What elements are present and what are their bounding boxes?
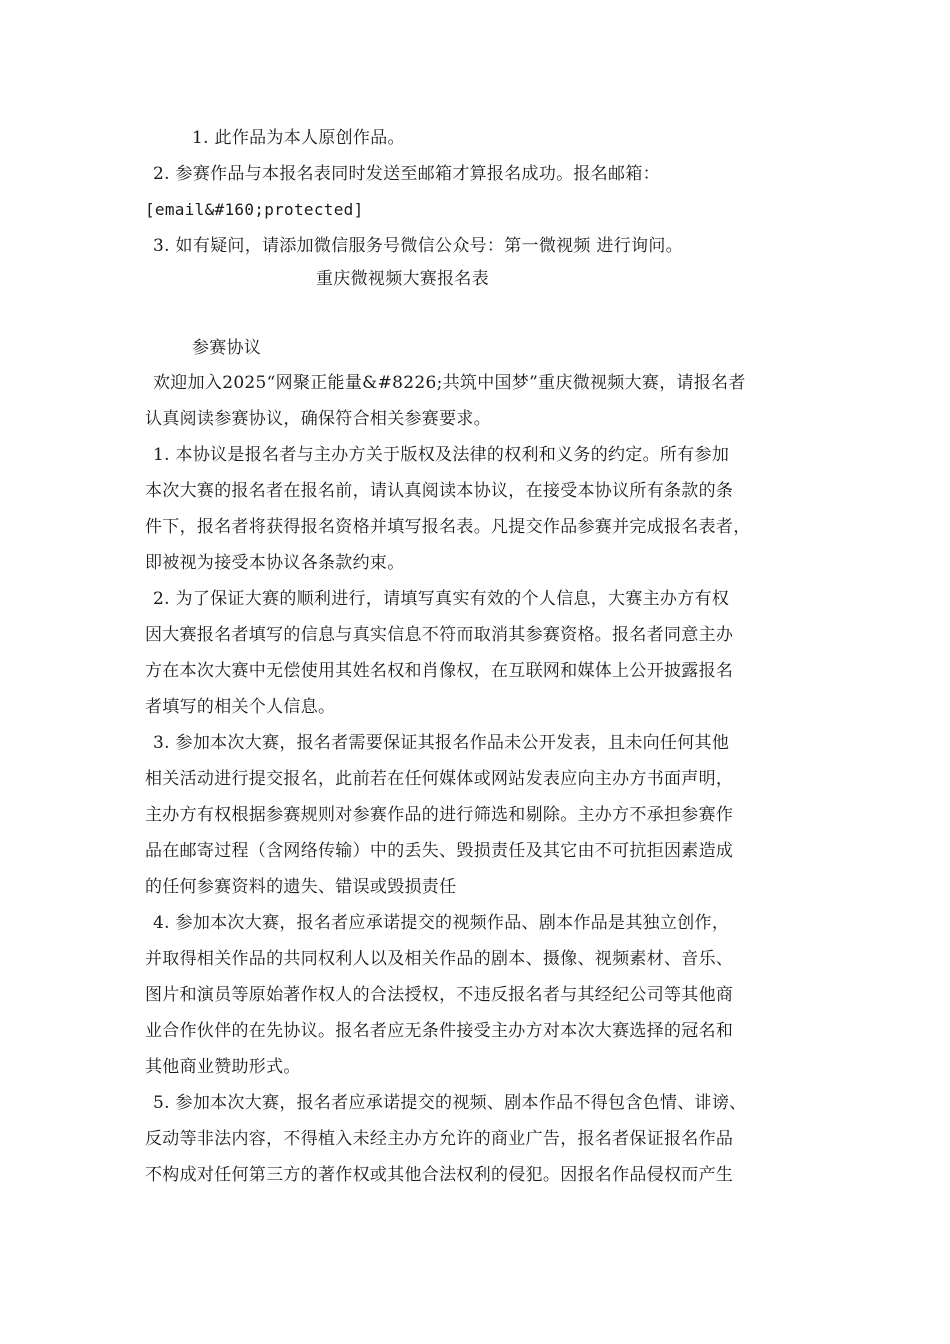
- body-line: 相关活动进行提交报名，此前若在任何媒体或网站发表应向主办方书面声明，: [145, 769, 734, 789]
- body-line: 其他商业赞助形式。: [145, 1057, 301, 1077]
- body-line: 3. 参加本次大赛，报名者需要保证其报名作品未公开发表，且未向任何其他: [153, 733, 730, 753]
- body-line: 1. 本协议是报名者与主办方关于版权及法律的权利和义务的约定。所有参加: [153, 445, 730, 465]
- note-line-3: 3. 如有疑问，请添加微信服务号微信公众号：第一微视频 进行询问。: [153, 236, 683, 256]
- note-line-2: 2. 参赛作品与本报名表同时发送至邮箱才算报名成功。报名邮箱：: [153, 164, 660, 184]
- body-line: 件下，报名者将获得报名资格并填写报名表。凡提交作品参赛并完成报名表者，: [145, 517, 751, 537]
- body-line: 的任何参赛资料的遗失、错误或毁损责任: [145, 877, 457, 897]
- form-title: 重庆微视频大赛报名表: [316, 269, 489, 289]
- body-line: 图片和演员等原始著作权人的合法授权，不违反报名者与其经纪公司等其他商: [145, 985, 734, 1005]
- body-line: 5. 参加本次大赛，报名者应承诺提交的视频、剧本作品不得包含色情、诽谤、: [153, 1093, 747, 1113]
- email-link[interactable]: [email&#160;protected]: [145, 200, 364, 219]
- body-line: 欢迎加入2025“网聚正能量&#8226;共筑中国梦”重庆微视频大赛，请报名者: [153, 373, 746, 393]
- body-line: 不构成对任何第三方的著作权或其他合法权利的侵犯。因报名作品侵权而产生: [145, 1165, 734, 1185]
- body-line: 者填写的相关个人信息。: [145, 697, 336, 717]
- body-line: 4. 参加本次大赛，报名者应承诺提交的视频作品、剧本作品是其独立创作，: [153, 913, 730, 933]
- body-line: 本次大赛的报名者在报名前，请认真阅读本协议，在接受本协议所有条款的条: [145, 481, 734, 501]
- body-line: 方在本次大赛中无偿使用其姓名权和肖像权，在互联网和媒体上公开披露报名: [145, 661, 734, 681]
- body-line: 并取得相关作品的共同权利人以及相关作品的剧本、摄像、视频素材、音乐、: [145, 949, 734, 969]
- body-line: 反动等非法内容，不得植入未经主办方允许的商业广告，报名者保证报名作品: [145, 1129, 734, 1149]
- body-line: 品在邮寄过程（含网络传输）中的丢失、毁损责任及其它由不可抗拒因素造成: [145, 841, 734, 861]
- note-line-1: 1. 此作品为本人原创作品。: [192, 128, 405, 148]
- body-line: 2. 为了保证大赛的顺利进行，请填写真实有效的个人信息，大赛主办方有权: [153, 589, 730, 609]
- body-line: 主办方有权根据参赛规则对参赛作品的进行筛选和剔除。主办方不承担参赛作: [145, 805, 734, 825]
- agreement-heading: 参赛协议: [192, 338, 262, 358]
- body-line: 因大赛报名者填写的信息与真实信息不符而取消其参赛资格。报名者同意主办: [145, 625, 734, 645]
- body-line: 业合作伙伴的在先协议。报名者应无条件接受主办方对本次大赛选择的冠名和: [145, 1021, 734, 1041]
- body-line: 即被视为接受本协议各条款约束。: [145, 553, 405, 573]
- body-line: 认真阅读参赛协议，确保符合相关参赛要求。: [145, 409, 491, 429]
